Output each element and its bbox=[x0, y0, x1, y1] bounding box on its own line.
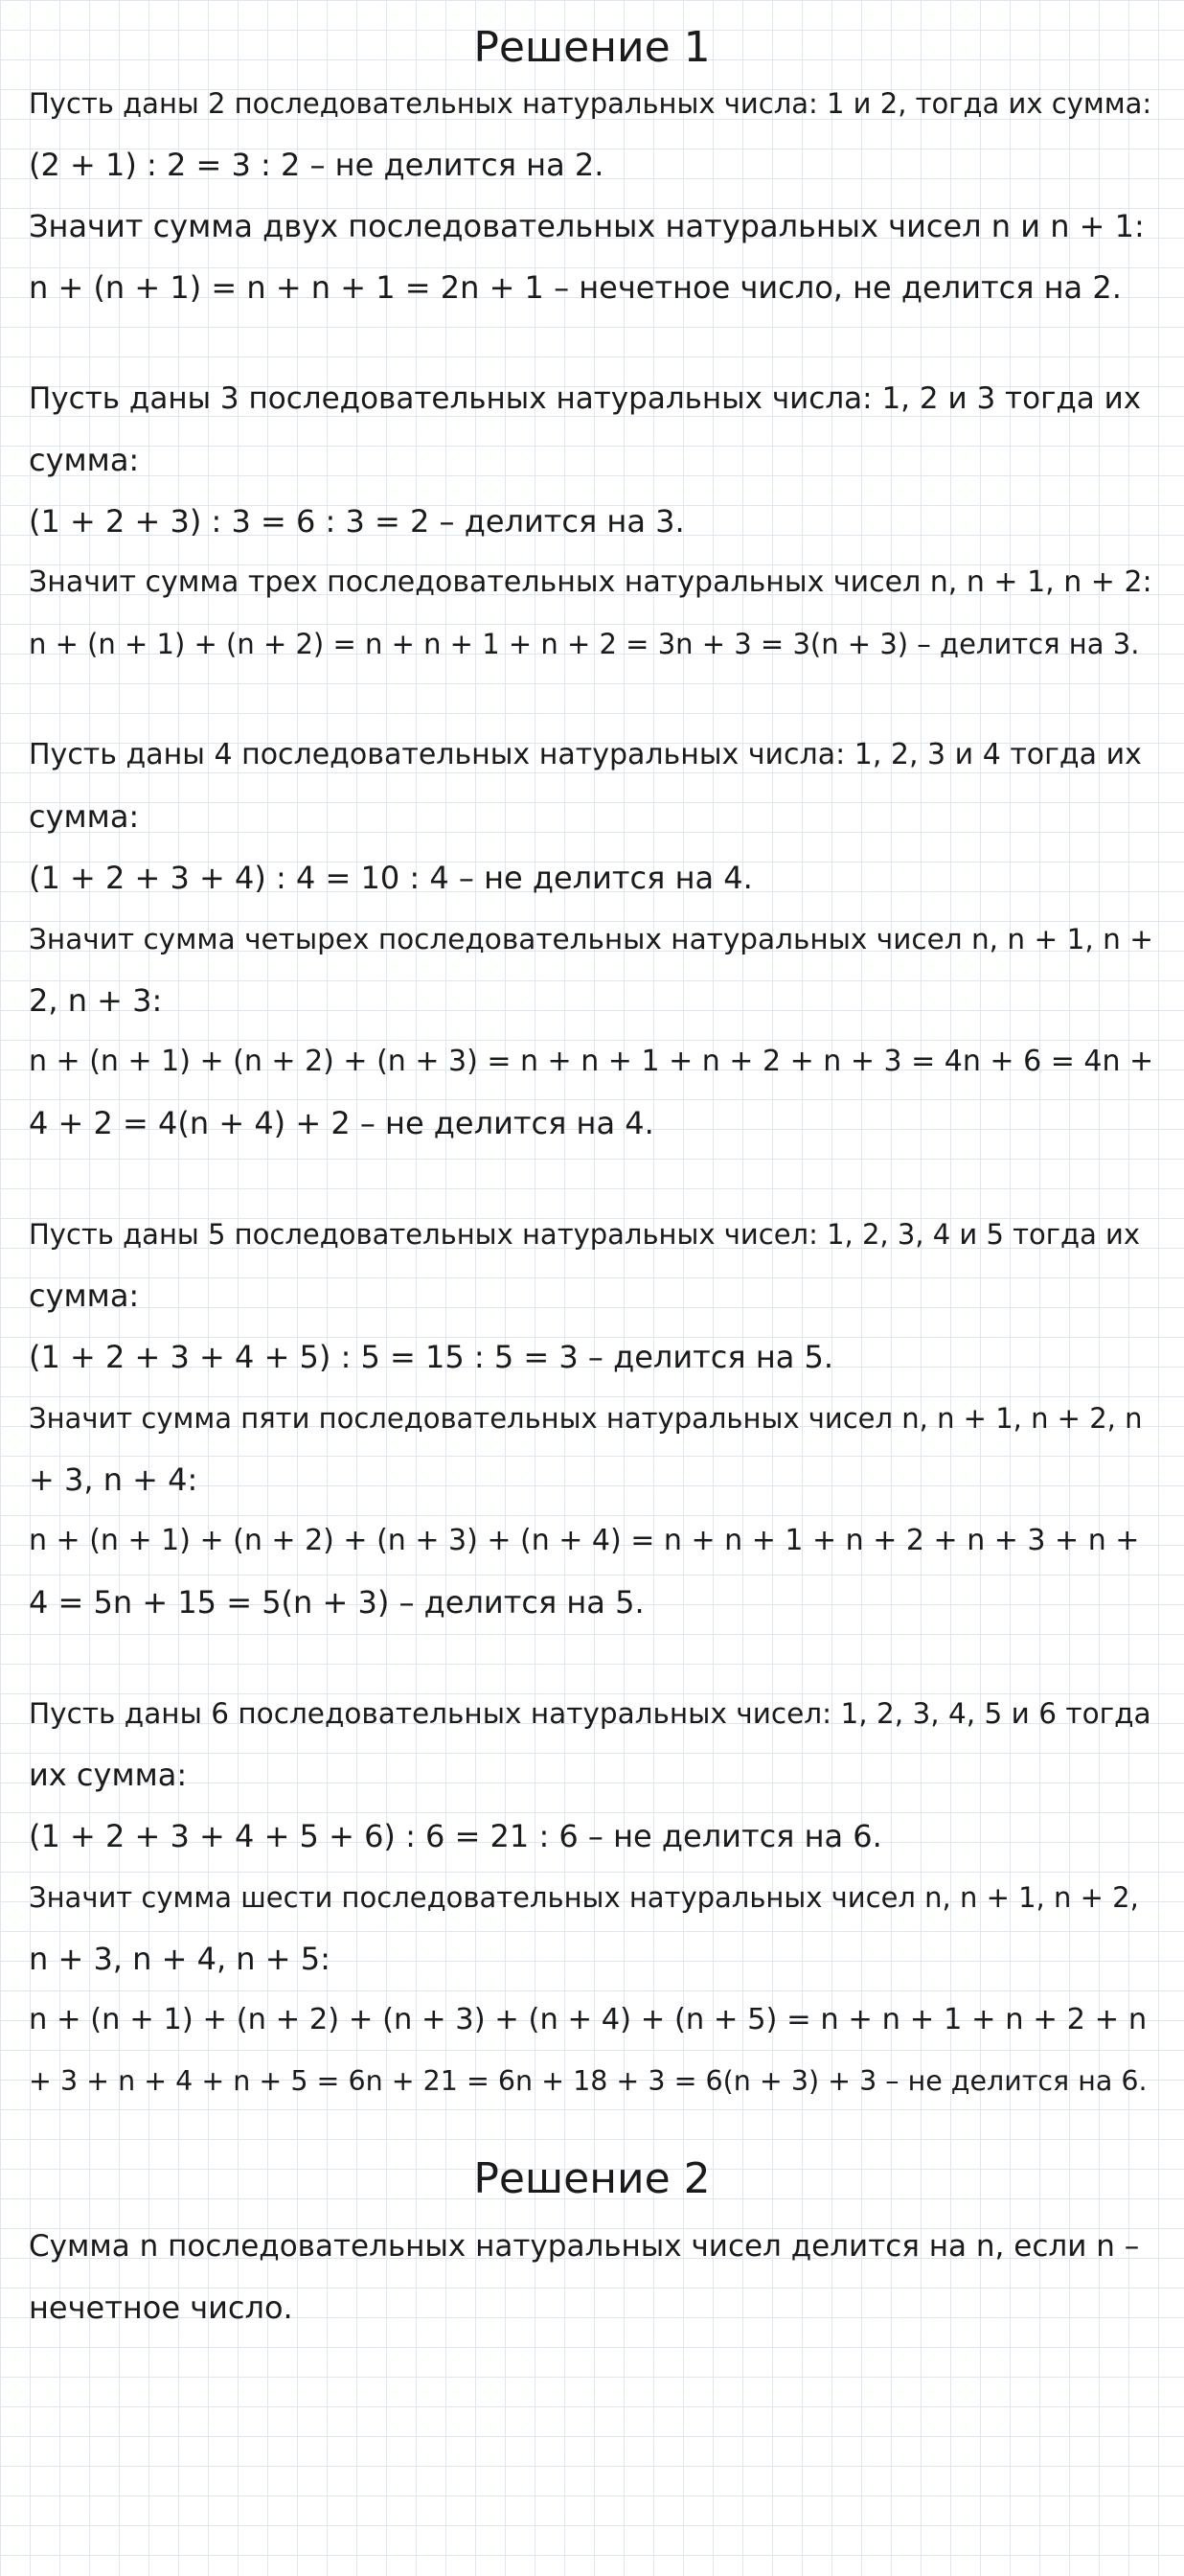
solution-2-title: Решение 2 bbox=[473, 2154, 711, 2203]
section-4-line-6: n + (n + 1) + (n + 2) + (n + 3) + (n + 4) = n + n + 1 + n + 2 + n + 3 + n + bbox=[29, 1524, 1140, 1557]
section-spacer bbox=[29, 1633, 1155, 1683]
section-2-line-5: n + (n + 1) + (n + 2) = n + n + 1 + n + 2 = 3n + 3 = 3(n + 3) – делится на 3. bbox=[29, 628, 1140, 660]
section-5-line-3: (1 + 2 + 3 + 4 + 5 + 6) : 6 = 21 : 6 – не делится на 6. bbox=[29, 1818, 882, 1854]
section-3-line-1: Пусть даны 4 последовательных натуральных числа: 1, 2, 3 и 4 тогда их bbox=[29, 738, 1142, 771]
section-spacer bbox=[29, 675, 1155, 724]
section-4-line-4: Значит сумма пяти последовательных натуральных чисел n, n + 1, n + 2, n bbox=[29, 1402, 1143, 1435]
section-four-numbers bbox=[29, 724, 1155, 1154]
section-2-line-4: Значит сумма трех последовательных натуральных чисел n, n + 1, n + 2: bbox=[29, 565, 1152, 599]
section-2-line-3: (1 + 2 + 3) : 3 = 6 : 3 = 2 – делится на 3. bbox=[29, 503, 685, 540]
section-two-numbers bbox=[29, 73, 1155, 318]
section-five-numbers bbox=[29, 1204, 1155, 1633]
section-3-line-3: (1 + 2 + 3 + 4) : 4 = 10 : 4 – не делится на 4. bbox=[29, 860, 753, 896]
conclusion-line-1: Сумма n последовательных натуральных чисел делится на n, если n – bbox=[29, 2229, 1140, 2264]
section-three-numbers bbox=[29, 368, 1155, 675]
section-2-line-2: сумма: bbox=[29, 442, 140, 478]
section-3-line-5: 2, n + 3: bbox=[29, 982, 163, 1019]
solution-1-title: Решение 1 bbox=[473, 23, 711, 72]
section-spacer bbox=[29, 1154, 1155, 1204]
section-2-line-1: Пусть даны 3 последовательных натуральных числа: 1, 2 и 3 тогда их bbox=[29, 381, 1142, 416]
section-5-line-5: n + 3, n + 4, n + 5: bbox=[29, 1941, 330, 1977]
section-5-line-4: Значит сумма шести последовательных натуральных чисел n, n + 1, n + 2, bbox=[29, 1881, 1139, 1914]
section-4-line-7: 4 = 5n + 15 = 5(n + 3) – делится на 5. bbox=[29, 1584, 645, 1621]
section-3-line-6: n + (n + 1) + (n + 2) + (n + 3) = n + n + 1 + n + 2 + n + 3 = 4n + 6 = 4n + bbox=[29, 1045, 1154, 1078]
section-1-line-4: n + (n + 1) = n + n + 1 = 2n + 1 – нечетное число, не делится на 2. bbox=[29, 269, 1122, 306]
section-4-line-2: сумма: bbox=[29, 1277, 140, 1314]
section-5-line-6: n + (n + 1) + (n + 2) + (n + 3) + (n + 4) + (n + 5) = n + n + 1 + n + 2 + n bbox=[29, 2003, 1148, 2036]
conclusion bbox=[29, 2216, 1155, 2338]
section-1-line-3: Значит сумма двух последовательных натуральных чисел n и n + 1: bbox=[29, 208, 1145, 244]
section-3-line-7: 4 + 2 = 4(n + 4) + 2 – не делится на 4. bbox=[29, 1105, 654, 1141]
section-5-line-1: Пусть даны 6 последовательных натуральных чисел: 1, 2, 3, 4, 5 и 6 тогда bbox=[29, 1697, 1151, 1730]
conclusion-line-2: нечетное число. bbox=[29, 2289, 293, 2326]
section-six-numbers bbox=[29, 1683, 1155, 2112]
section-4-line-3: (1 + 2 + 3 + 4 + 5) : 5 = 15 : 5 = 3 – делится на 5. bbox=[29, 1339, 834, 1375]
section-5-line-7: + 3 + n + 4 + n + 5 = 6n + 21 = 6n + 18 + 3 = 6(n + 3) + 3 – не делится на 6. bbox=[29, 2065, 1148, 2097]
section-5-line-2: их сумма: bbox=[29, 1757, 188, 1793]
section-4-line-1: Пусть даны 5 последовательных натуральных чисел: 1, 2, 3, 4 и 5 тогда их bbox=[29, 1218, 1141, 1251]
section-spacer bbox=[29, 318, 1155, 368]
section-1-line-1: Пусть даны 2 последовательных натуральных числа: 1 и 2, тогда их сумма: bbox=[29, 87, 1152, 120]
section-4-line-5: + 3, n + 4: bbox=[29, 1461, 198, 1498]
section-3-line-2: сумма: bbox=[29, 798, 140, 835]
section-3-line-4: Значит сумма четырех последовательных натуральных чисел n, n + 1, n + bbox=[29, 923, 1153, 955]
section-1-line-2: (2 + 1) : 2 = 3 : 2 – не делится на 2. bbox=[29, 147, 604, 183]
